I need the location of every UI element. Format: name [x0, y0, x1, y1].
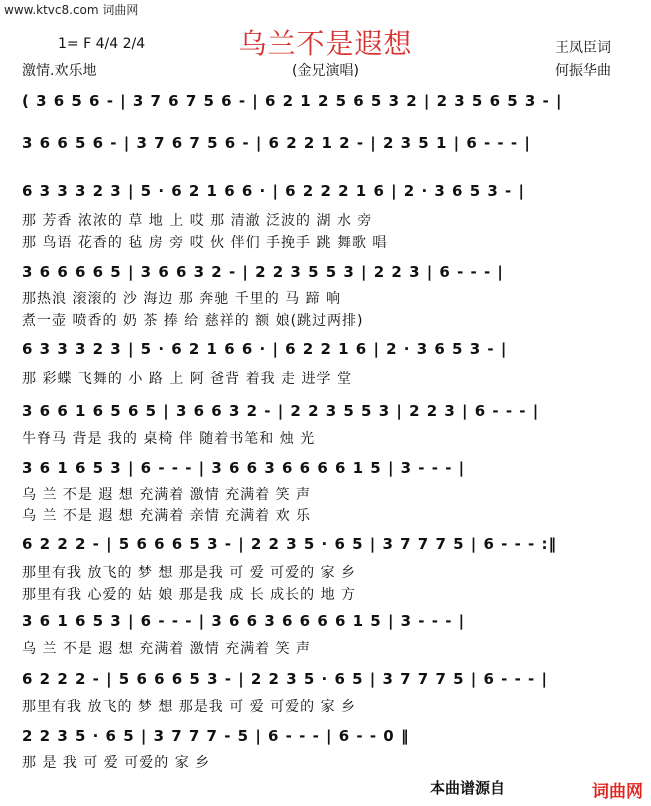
composer-credit: 何振华曲: [555, 63, 611, 79]
score-line-7: 3 6 1 6 5 3 | 6 - - - | 3 6 6 3 6 6 6 6 1 5 | 3 - - - |: [22, 459, 466, 477]
song-title: 乌兰不是遐想: [238, 27, 413, 60]
lyric-line-7b: 乌 兰 不是 遐 想 充满着 亲情 充满着 欢 乐: [22, 508, 312, 524]
key-signature: 1= F 4/4 2/4: [58, 36, 146, 52]
lyric-line-6: 牛脊马 背是 我的 桌椅 伴 随着书笔和 烛 光: [22, 431, 316, 447]
singer-note: (金兄演唱): [292, 63, 359, 79]
lyric-line-8a: 那里有我 放飞的 梦 想 那是我 可 爱 可爱的 家 乡: [22, 565, 357, 581]
lyric-line-5: 那 彩蝶 飞舞的 小 路 上 阿 爸背 着我 走 进学 堂: [22, 371, 352, 387]
brand-logo[interactable]: 词曲网: [592, 782, 643, 802]
score-line-10: 6 2 2 2 - | 5 6 6 6 5 3 - | 2 2 3 5 · 6 5 | 3 7 7 7 5 | 6 - - - |: [22, 670, 548, 688]
lyric-line-7a: 乌 兰 不是 遐 想 充满着 激情 充满着 笑 声: [22, 487, 312, 503]
score-line-5: 6 3 3 3 2 3 | 5 · 6 2 1 6 6 · | 6 2 2 1 6 | 2 · 3 6 5 3 - |: [22, 340, 508, 358]
score-line-1: ( 3 6 5 6 - | 3 7 6 7 5 6 - | 6 2 1 2 5 6 5 3 2 | 2 3 5 6 5 3 - |: [22, 92, 563, 110]
lyric-line-8b: 那里有我 心爱的 姑 娘 那是我 成 长 成长的 地 方: [22, 587, 357, 603]
style-mark: 激情.欢乐地: [22, 63, 97, 79]
lyric-line-4b: 煮一壶 喷香的 奶 茶 捧 给 慈祥的 额 娘(跳过两排): [22, 313, 364, 329]
lyric-line-10: 那里有我 放飞的 梦 想 那是我 可 爱 可爱的 家 乡: [22, 699, 357, 715]
site-watermark: www.ktvc8.com 词曲网: [4, 3, 139, 17]
score-line-9: 3 6 1 6 5 3 | 6 - - - | 3 6 6 3 6 6 6 6 1 5 | 3 - - - |: [22, 612, 466, 630]
lyric-line-3a: 那 芳香 浓浓的 草 地 上 哎 那 清澈 泛波的 湖 水 旁: [22, 213, 373, 229]
lyricist-credit: 王凤臣词: [555, 40, 611, 56]
score-line-8: 6 2 2 2 - | 5 6 6 6 5 3 - | 2 2 3 5 · 6 5 | 3 7 7 7 5 | 6 - - - :‖: [22, 535, 557, 553]
lyric-line-9: 乌 兰 不是 遐 想 充满着 激情 充满着 笑 声: [22, 641, 312, 657]
score-line-4: 3 6 6 6 6 5 | 3 6 6 3 2 - | 2 2 3 5 5 3 | 2 2 3 | 6 - - - |: [22, 263, 504, 281]
lyric-line-4a: 那热浪 滚滚的 沙 海边 那 奔驰 千里的 马 蹄 响: [22, 291, 342, 307]
score-line-6: 3 6 6 1 6 5 6 5 | 3 6 6 3 2 - | 2 2 3 5 5 3 | 2 2 3 | 6 - - - |: [22, 402, 540, 420]
score-line-3: 6 3 3 3 2 3 | 5 · 6 2 1 6 6 · | 6 2 2 2 1 6 | 2 · 3 6 5 3 - |: [22, 182, 525, 200]
score-line-2: 3 6 6 5 6 - | 3 7 6 7 5 6 - | 6 2 2 1 2 - | 2 3 5 1 | 6 - - - |: [22, 134, 531, 152]
score-line-11: 2 2 3 5 · 6 5 | 3 7 7 7 - 5 | 6 - - - | 6 - - 0 ‖: [22, 727, 410, 745]
lyric-line-3b: 那 鸟语 花香的 毡 房 旁 哎 伙 伴们 手挽手 跳 舞歌 唱: [22, 235, 388, 251]
source-label: 本曲谱源自: [430, 779, 506, 797]
lyric-line-11: 那 是 我 可 爱 可爱的 家 乡: [22, 755, 211, 771]
